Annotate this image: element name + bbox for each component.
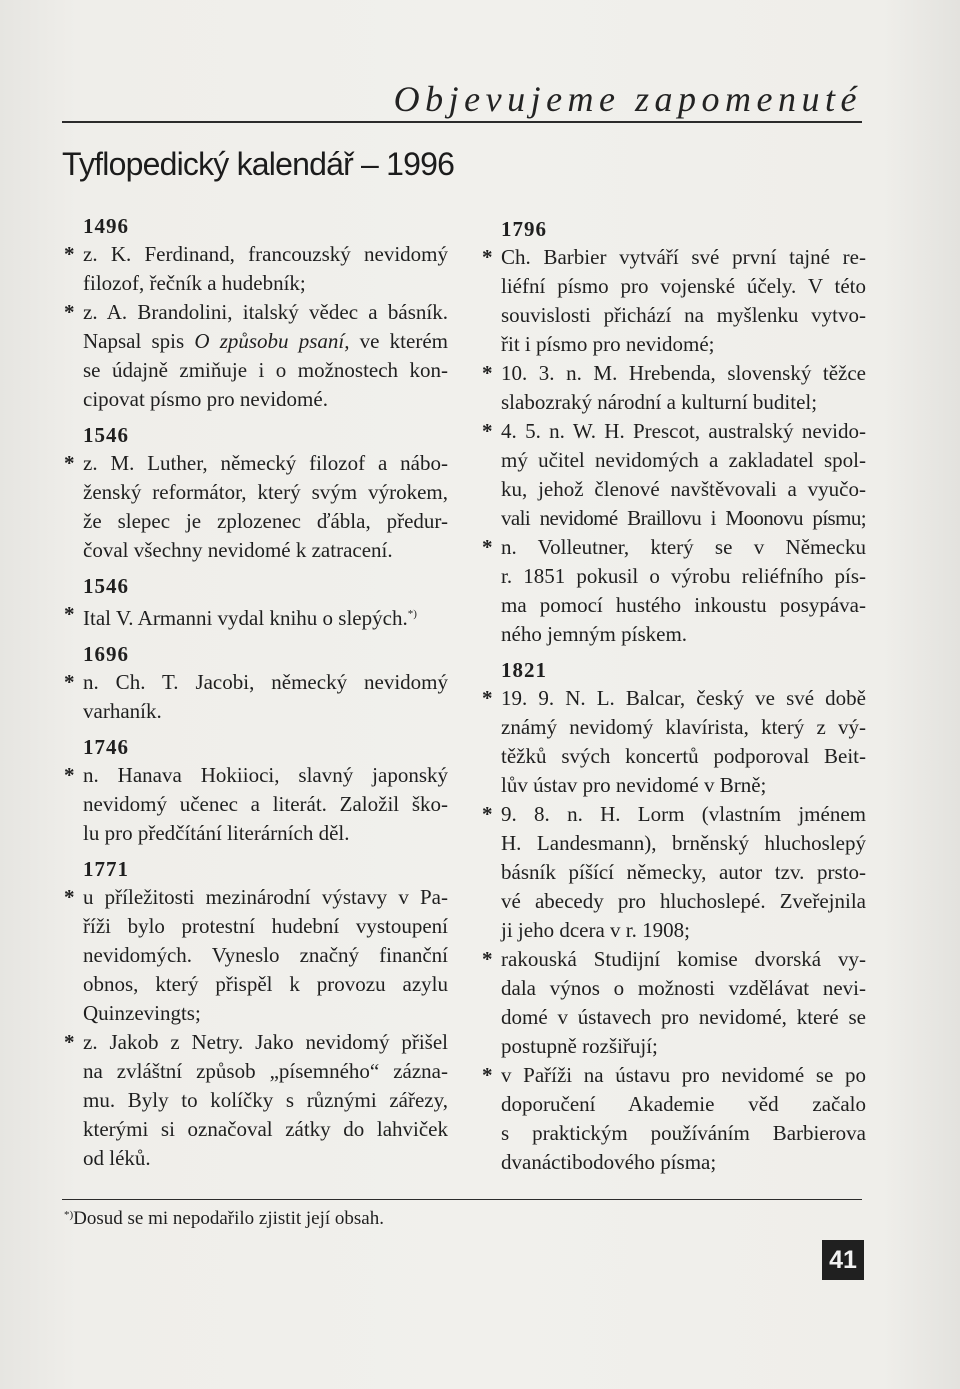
entry-line: liéfní písmo pro vojenské účely. V této: [501, 274, 866, 298]
entry-line: 9. 8. n. H. Lorm (vlastním jménem: [501, 802, 866, 826]
calendar-entry: [482, 1061, 866, 1177]
calendar-entry: [64, 600, 448, 633]
calendar-entry: [64, 240, 448, 298]
entry-line: známý nevidomý klavírista, který z vý-: [501, 715, 866, 739]
entry-bullet: *: [482, 686, 493, 710]
entry-line: 4. 5. n. W. H. Prescot, australský nevido-: [501, 419, 866, 443]
calendar-entry: [482, 945, 866, 1061]
entry-line: na zvláštní způsob „písemného“ zázna-: [83, 1059, 448, 1083]
entry-line: slabozraký národní a kulturní buditel;: [501, 390, 818, 414]
year-heading: 1696: [83, 642, 129, 666]
calendar-entry: [64, 449, 448, 565]
header-rule: [62, 121, 862, 123]
entry-line: obnos, který přispěl k provozu azylu: [83, 972, 448, 996]
calendar-entry: [482, 243, 866, 359]
footnote-reference: *): [407, 608, 417, 620]
entry-bullet: *: [482, 361, 493, 385]
entry-text: Ital V. Armanni vydal knihu o slepých.: [83, 606, 408, 630]
entry-bullet: *: [64, 885, 75, 909]
entry-line: dala výnos o možnosti vzdělávat nevi-: [501, 976, 866, 1000]
entry-line: nevidomých. Vyneslo značný finanční: [83, 943, 448, 967]
entry-line: od léků.: [83, 1146, 151, 1170]
entry-line: 19. 9. N. L. Balcar, český ve své době: [501, 686, 866, 710]
entry-bullet: *: [482, 535, 493, 559]
entry-line: z. Jakob z Netry. Jako nevidomý přišel: [83, 1030, 448, 1054]
calendar-entry: [64, 1028, 448, 1173]
entry-line: cipovat písmo pro nevidomé.: [83, 387, 328, 411]
calendar-entry: [64, 298, 448, 414]
entry-line: v Paříži na ústavu pro nevidomé se po: [501, 1063, 866, 1087]
entry-line: řit i písmo pro nevidomé;: [501, 332, 715, 356]
entry-bullet: *: [64, 602, 75, 626]
entry-line: s praktickým používáním Barbierova: [501, 1121, 866, 1145]
entry-line: varhaník.: [83, 699, 162, 723]
entry-line: lu pro předčítání literárních děl.: [83, 821, 350, 845]
year-heading: 1746: [83, 735, 129, 759]
entry-bullet: *: [482, 419, 493, 443]
right-column: [482, 215, 866, 1177]
entry-text: Napsal spis: [83, 329, 195, 353]
entry-bullet: *: [482, 245, 493, 269]
entry-bullet: *: [482, 947, 493, 971]
entry-line: ného jemným pískem.: [501, 622, 688, 646]
year-heading: 1546: [83, 423, 129, 447]
entry-line: n. Volleutner, který se v Německu: [501, 535, 866, 559]
entry-line: doporučení Akademie věd začalo: [501, 1092, 866, 1116]
book-title-italic: O způsobu psaní,: [194, 329, 350, 353]
entry-line: ma pomocí hustého inkoustu posypáva-: [501, 593, 866, 617]
entry-line: filozof, řečník a hudebník;: [83, 271, 306, 295]
entry-line: ku, jehož členové navštěvovali a vyučo-: [501, 477, 866, 501]
calendar-entry: [64, 668, 448, 726]
running-head: Objevujeme zapomenuté: [393, 79, 862, 119]
entry-line: mý učitel nevidomých a zakladatel spol-: [501, 448, 866, 472]
entry-bullet: *: [64, 763, 75, 787]
year-heading: 1771: [83, 857, 129, 881]
entry-line: 10. 3. n. M. Hrebenda, slovenský těžce: [501, 361, 866, 385]
entry-bullet: *: [64, 242, 75, 266]
footnote-rule: [62, 1199, 862, 1200]
entry-line: čoval všechny nevidomé k zatracení.: [83, 538, 393, 562]
entry-line: říži bylo protestní hudební vystoupení: [83, 914, 448, 938]
entry-line: lův ústav pro nevidomé v Brně;: [501, 773, 767, 797]
article-title: Tyflopedický kalendář – 1996: [62, 146, 455, 182]
entry-line: n. Ch. T. Jacobi, německý nevidomý: [83, 670, 448, 694]
entry-line: básník píšící německy, autor tzv. prsto-: [501, 860, 866, 884]
entry-line: vé abecedy pro hluchoslepé. Zveřejnila: [501, 889, 866, 913]
entry-line: r. 1851 pokusil o výrobu reliéfního pís-: [501, 564, 866, 588]
entry-line: dvanáctibodového písma;: [501, 1150, 717, 1174]
entry-text: ve kterém: [349, 329, 448, 353]
calendar-entry: [482, 800, 866, 945]
entry-line: kterými si označoval zátky do lahviček: [83, 1117, 448, 1141]
entry-line: Ch. Barbier vytváří své první tajné re-: [501, 245, 866, 269]
entry-line: domé v ústavech pro nevidomé, které se: [501, 1005, 866, 1029]
entry-line: z. M. Luther, německý filozof a nábo-: [83, 451, 448, 475]
entry-line: ženský reformátor, který svým výrokem,: [83, 480, 448, 504]
calendar-entry: [482, 533, 866, 649]
left-column: [64, 212, 448, 1173]
entry-line: ji jeho dcera v r. 1908;: [501, 918, 690, 942]
footnote: [64, 1208, 384, 1230]
entry-line: [83, 600, 448, 633]
entry-line: u příležitosti mezinárodní výstavy v Pa-: [83, 885, 448, 909]
entry-line: vali nevidomé Braillovu i Moonovu písmu;: [501, 506, 866, 530]
entry-line: z. K. Ferdinand, francouzský nevidomý: [83, 242, 448, 266]
entry-line: nevidomý učenec a literát. Založil ško-: [83, 792, 448, 816]
entry-line: že slepec je zplozenec ďábla, předur-: [83, 509, 448, 533]
calendar-entry: [482, 359, 866, 417]
entry-line: postupně rozšiřují;: [501, 1034, 658, 1058]
entry-bullet: *: [64, 670, 75, 694]
entry-line: z. A. Brandolini, italský vědec a básník.: [83, 300, 448, 324]
entry-line: těžků svých koncertů podporoval Beit-: [501, 744, 866, 768]
entry-line: Quinzevingts;: [83, 1001, 201, 1025]
calendar-entry: [482, 684, 866, 800]
year-heading: 1796: [501, 217, 547, 241]
year-heading: 1546: [83, 574, 129, 598]
calendar-entry: [482, 417, 866, 533]
entry-bullet: *: [64, 1030, 75, 1054]
footnote-mark: *): [64, 1209, 74, 1221]
entry-bullet: *: [482, 1063, 493, 1087]
entry-line: se údajně zmiňuje i o možnostech kon-: [83, 358, 448, 382]
entry-line: mu. Byly to kolíčky s různými zářezy,: [83, 1088, 448, 1112]
page-number: 41: [822, 1240, 864, 1280]
entry-line: rakouská Studijní komise dvorská vy-: [501, 947, 866, 971]
entry-bullet: *: [64, 451, 75, 475]
year-heading: 1821: [501, 658, 547, 682]
entry-line: [83, 327, 448, 356]
entry-bullet: *: [64, 300, 75, 324]
entry-line: H. Landesmann), brněnský hluchoslepý: [501, 831, 866, 855]
footnote-text: Dosud se mi nepodařilo zjistit její obsah.: [73, 1208, 384, 1229]
entry-bullet: *: [482, 802, 493, 826]
calendar-entry: [64, 883, 448, 1028]
entry-line: souvislosti přichází na myšlenku vytvo-: [501, 303, 866, 327]
entry-line: n. Hanava Hokiioci, slavný japonský: [83, 763, 448, 787]
year-heading: 1496: [83, 214, 129, 238]
calendar-entry: [64, 761, 448, 848]
